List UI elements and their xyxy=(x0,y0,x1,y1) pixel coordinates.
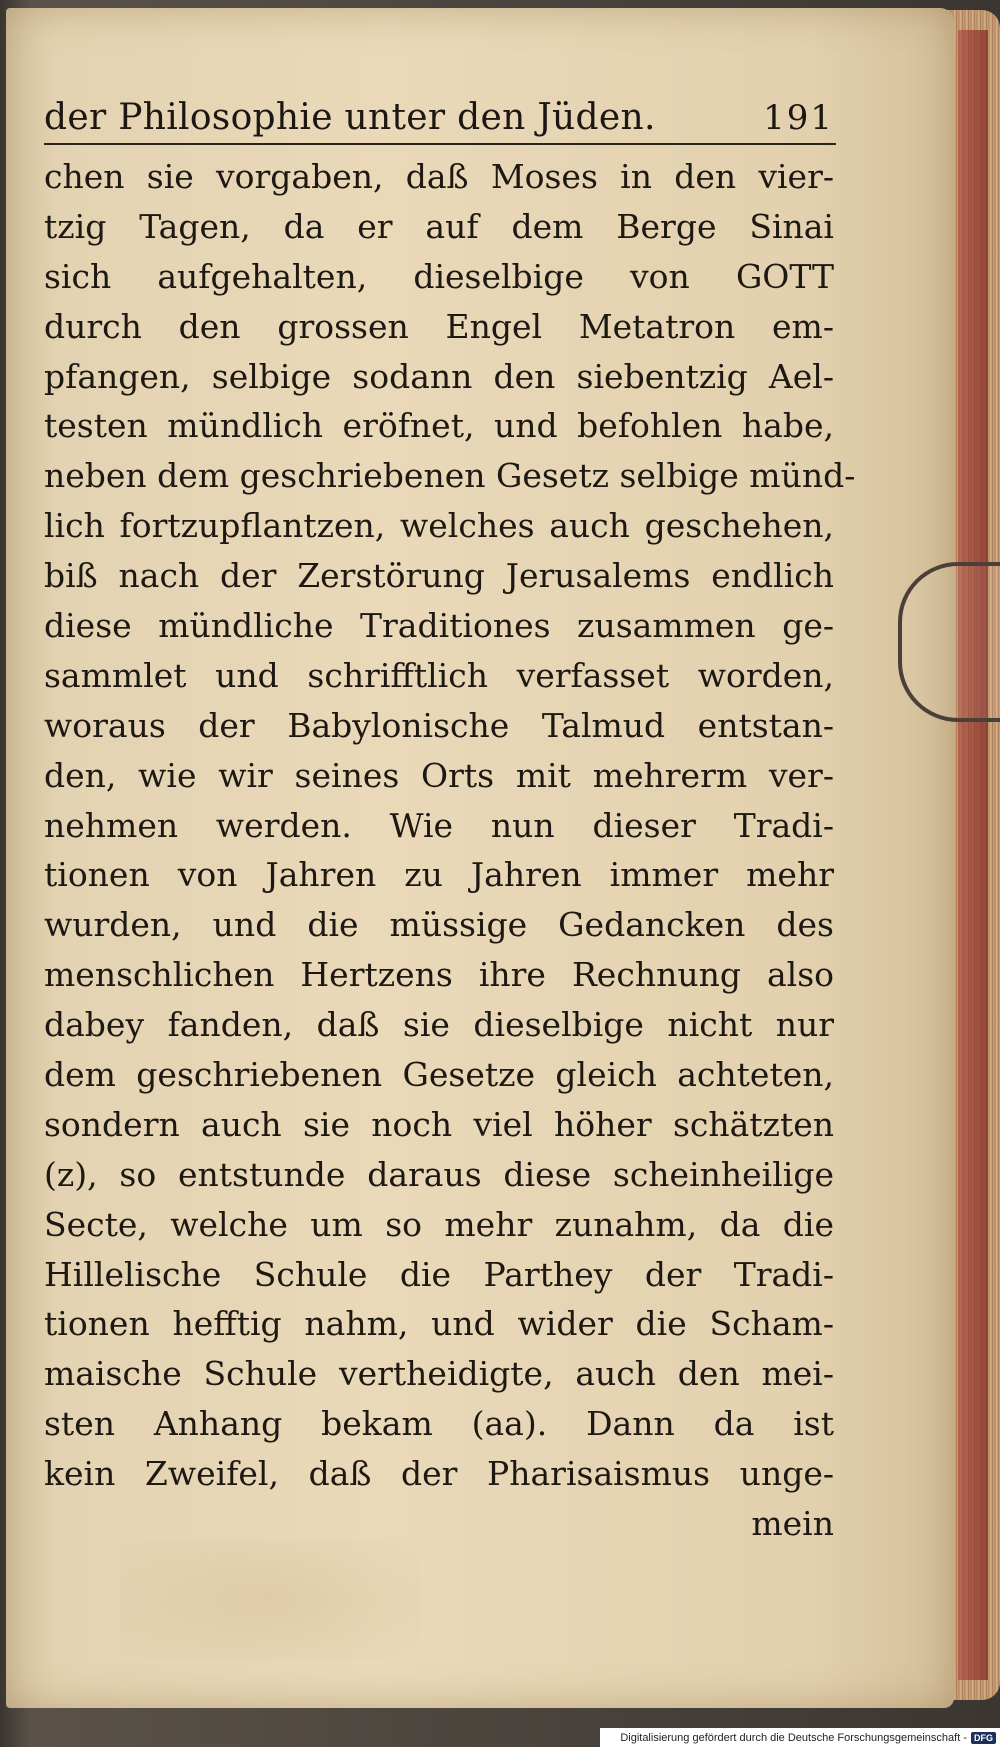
text-line: tionen von Jahren zu Jahren immer mehr xyxy=(44,855,834,895)
dfg-logo-icon: DFG xyxy=(971,1732,996,1744)
catchword: mein xyxy=(751,1504,834,1544)
text-line: neben dem geschriebenen Gesetz selbige münd- xyxy=(44,456,856,496)
text-line: kein Zweifel, daß der Pharisaismus unge- xyxy=(44,1454,834,1494)
text-line: sondern auch sie noch viel höher schätzten xyxy=(44,1104,834,1144)
paper-stain xyxy=(120,1540,420,1660)
body-text xyxy=(44,152,856,1549)
digitization-footer xyxy=(600,1728,1000,1747)
text-line: menschlichen Hertzens ihre Rechnung also xyxy=(44,955,834,995)
book-clasp xyxy=(898,562,1000,722)
text-line: wurden, und die müssige Gedancken des xyxy=(44,905,834,945)
text-line: tionen hefftig nahm, und wider die Scham- xyxy=(44,1304,834,1344)
page-number: 191 xyxy=(763,98,834,138)
text-line: diese mündliche Traditiones zusammen ge- xyxy=(44,606,834,646)
text-line: chen sie vorgaben, daß Moses in den vier- xyxy=(44,157,834,196)
text-line: (z), so entstunde daraus diese scheinheilige xyxy=(44,1154,834,1194)
head-rule xyxy=(44,143,836,145)
text-line: Hillelische Schule die Parthey der Tradi- xyxy=(44,1254,834,1294)
text-line: lich fortzupflantzen, welches auch geschehen, xyxy=(44,506,834,546)
text-line: durch den grossen Engel Metatron em- xyxy=(44,306,834,346)
text-line: sammlet und schrifftlich verfasset worden, xyxy=(44,655,834,695)
text-line: pfangen, selbige sodann den siebentzig Ael- xyxy=(44,356,834,396)
text-line: testen mündlich eröfnet, und befohlen habe, xyxy=(44,406,834,446)
text-line: maische Schule vertheidigte, auch den mei- xyxy=(44,1354,834,1394)
text-line: woraus der Babylonische Talmud entstan- xyxy=(44,705,834,745)
text-line: sten Anhang bekam (aa). Dann da ist xyxy=(44,1404,834,1444)
text-line: Secte, welche um so mehr zunahm, da die xyxy=(44,1204,834,1244)
text-line: tzig Tagen, da er auf dem Berge Sinai xyxy=(44,206,834,246)
running-head-title: der Philosophie unter den Jüden. xyxy=(44,97,656,138)
page-edges-red-tint xyxy=(958,30,988,1680)
text-line: dabey fanden, daß sie dieselbige nicht nur xyxy=(44,1005,834,1045)
text-line: den, wie wir seines Orts mit mehrerm ver- xyxy=(44,755,834,795)
footer-credit-text: Digitalisierung gefördert durch die Deutsche Forschungsgemeinschaft - xyxy=(620,1731,967,1744)
running-head xyxy=(44,82,834,138)
text-line: sich aufgehalten, dieselbige von GOTT xyxy=(44,256,834,296)
text-line: dem geschriebenen Gesetze gleich achteten, xyxy=(44,1055,834,1095)
text-line: nehmen werden. Wie nun dieser Tradi- xyxy=(44,805,834,845)
text-line: biß nach der Zerstörung Jerusalems endlich xyxy=(44,556,834,596)
